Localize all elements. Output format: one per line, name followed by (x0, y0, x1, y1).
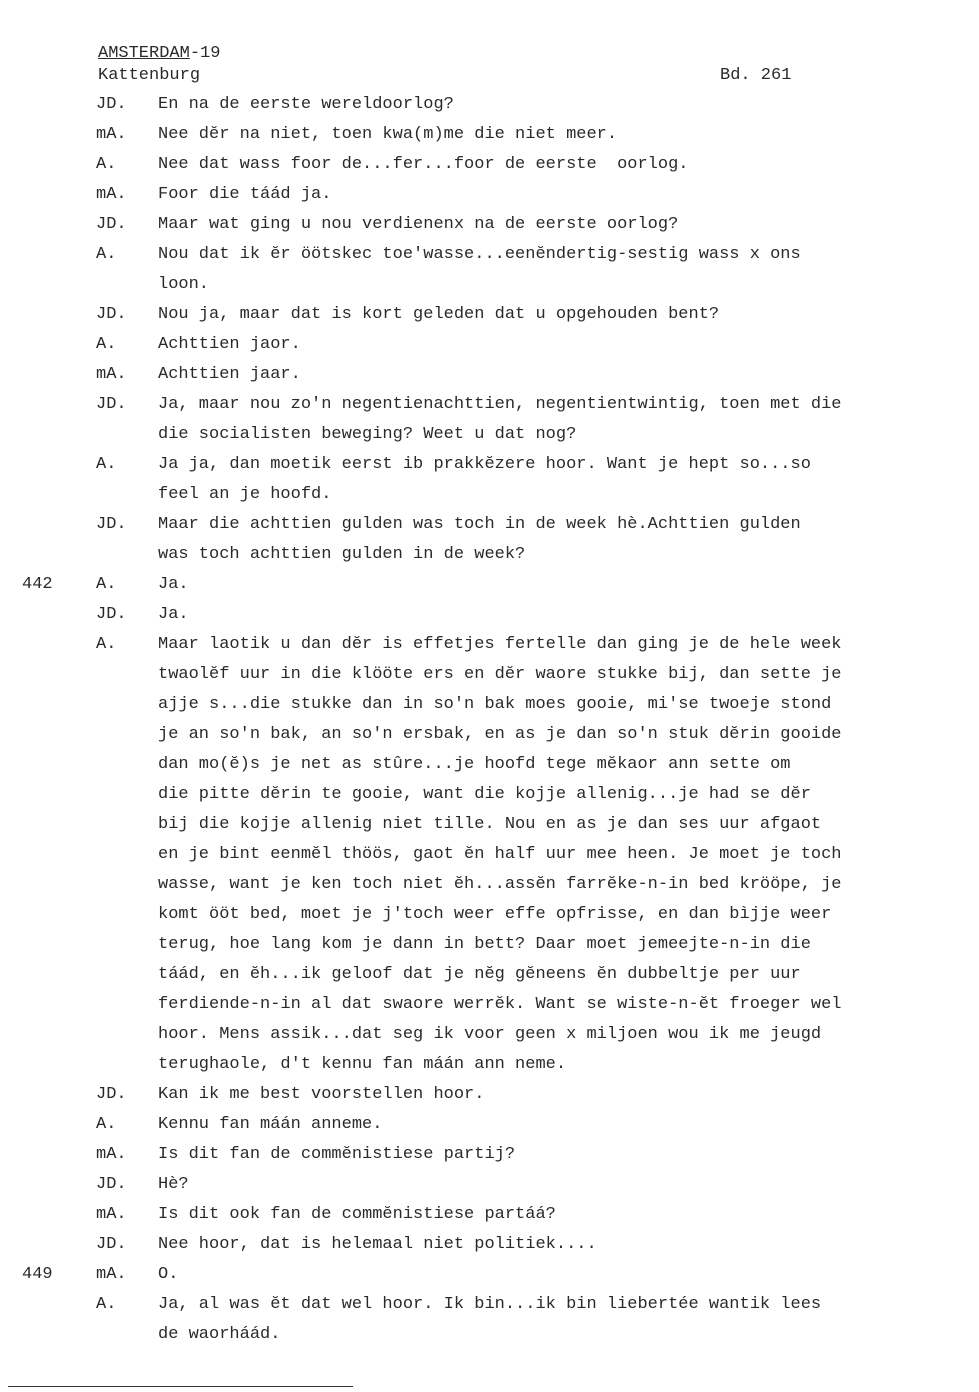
line-text: Ja. (158, 605, 189, 624)
line-text: twaolĕf uur in die klööte ers en dĕr waore stukke bij, dan sette je (158, 665, 842, 684)
speaker-label: mA. (96, 365, 127, 384)
speaker-label: A. (96, 335, 117, 354)
line-text: Achttien jaor. (158, 335, 301, 354)
speaker-label: JD. (96, 305, 127, 324)
line-text: Kan ik me best voorstellen hoor. (158, 1085, 485, 1104)
line-text: die socialisten beweging? Weet u dat nog? (158, 425, 577, 444)
speaker-label: A. (96, 155, 117, 174)
line-text: Maar die achttien gulden was toch in de week hè.Achttien gulden (158, 515, 801, 534)
speaker-label: mA. (96, 125, 127, 144)
document-title (98, 44, 220, 64)
line-text: Ja, al was ĕt dat wel hoor. Ik bin...ik bin liebertée wantik lees (158, 1295, 822, 1314)
speaker-label: JD. (96, 95, 127, 114)
volume-number: Bd. 261 (720, 66, 792, 85)
speaker-label: A. (96, 1295, 117, 1314)
line-text: Maar laotik u dan dĕr is effetjes fertelle dan ging je de hele week (158, 635, 842, 654)
line-text: terughaole, d't kennu fan máán ann neme. (158, 1055, 567, 1074)
speaker-label: A. (96, 635, 117, 654)
line-text: táád, en ĕh...ik geloof dat je nĕg gĕneens ĕn dubbeltje per uur (158, 965, 801, 984)
line-text: Nou dat ik ĕr öötskec toe'wasse...eenĕndertig-sestig wass x ons (158, 245, 801, 264)
line-text: terug, hoe lang kom je dann in bett? Daar moet jemeejte-n-in die (158, 935, 811, 954)
line-text: ajje s...die stukke dan in so'n bak moes gooie, mi'se twoeje stond (158, 695, 832, 714)
line-text: dan mo(ĕ)s je net as stûre...je hoofd tege mĕkaor ann sette om (158, 755, 791, 774)
line-text: en je bint eenmĕl thöös, gaot ĕn half uur mee heen. Je moet je toch (158, 845, 842, 864)
line-text: loon. (158, 275, 210, 294)
line-text: bij die kojje allenig niet tille. Nou en as je dan ses uur afgaot (158, 815, 822, 834)
margin-number: 442 (22, 575, 53, 594)
line-text: Foor die táád ja. (158, 185, 332, 204)
line-text: Nee dat wass foor de...fer...foor de eerste oorlog. (158, 155, 689, 174)
line-text: was toch achttien gulden in de week? (158, 545, 526, 564)
speaker-label: JD. (96, 1175, 127, 1194)
line-text: de waorháád. (158, 1325, 281, 1344)
line-text: Ja. (158, 575, 189, 594)
line-text: Achttien jaar. (158, 365, 301, 384)
line-text: Ja, maar nou zo'n negentienachttien, negentientwintig, toen met die (158, 395, 842, 414)
line-text: Maar wat ging u nou verdienenx na de eerste oorlog? (158, 215, 679, 234)
speaker-label: A. (96, 455, 117, 474)
speaker-label: A. (96, 1115, 117, 1134)
line-text: je an so'n bak, an so'n ersbak, en as je dan so'n stuk dĕrin gooide (158, 725, 842, 744)
margin-number: 449 (22, 1265, 53, 1284)
line-text: ferdiende-n-in al dat swaore werrĕk. Want se wiste-n-ĕt froeger wel (158, 995, 842, 1014)
line-text: wasse, want je ken toch niet ĕh...assĕn farrĕke-n-in bed krööpe, je (158, 875, 842, 894)
line-text: Nee hoor, dat is helemaal niet politiek.... (158, 1235, 597, 1254)
speaker-label: JD. (96, 395, 127, 414)
line-text: die pitte dĕrin te gooie, want die kojje allenig...je had se dĕr (158, 785, 811, 804)
speaker-label: mA. (96, 1265, 127, 1284)
speaker-label: mA. (96, 185, 127, 204)
line-text: Hè? (158, 1175, 189, 1194)
speaker-label: JD. (96, 515, 127, 534)
line-text: Kennu fan máán anneme. (158, 1115, 383, 1134)
line-text: Nou ja, maar dat is kort geleden dat u opgehouden bent? (158, 305, 720, 324)
line-text: O. (158, 1265, 179, 1284)
speaker-label: JD. (96, 1085, 127, 1104)
line-text: Nee dĕr na niet, toen kwa(m)me die niet meer. (158, 125, 618, 144)
document-subtitle: Kattenburg (98, 66, 201, 85)
speaker-label: JD. (96, 1235, 127, 1254)
line-text: hoor. Mens assik...dat seg ik voor geen x miljoen wou ik me jeugd (158, 1025, 822, 1044)
speaker-label: A. (96, 245, 117, 264)
line-text: Is dit ook fan de commĕnistiese partáá? (158, 1205, 556, 1224)
line-text: Ja ja, dan moetik eerst ib prakkĕzere hoor. Want je hept so...so (158, 455, 811, 474)
line-text: feel an je hoofd. (158, 485, 332, 504)
speaker-label: JD. (96, 215, 127, 234)
speaker-label: JD. (96, 605, 127, 624)
line-text: En na de eerste wereldoorlog? (158, 95, 454, 114)
line-text: komt ööt bed, moet je j'toch weer effe opfrisse, en dan bìjje weer (158, 905, 832, 924)
line-text: Is dit fan de commĕnistiese partij? (158, 1145, 516, 1164)
speaker-label: A. (96, 575, 117, 594)
title-place: AMSTERDAM (98, 44, 190, 63)
footer-rule (8, 1386, 353, 1387)
title-number: -19 (189, 44, 221, 63)
speaker-label: mA. (96, 1145, 127, 1164)
speaker-label: mA. (96, 1205, 127, 1224)
